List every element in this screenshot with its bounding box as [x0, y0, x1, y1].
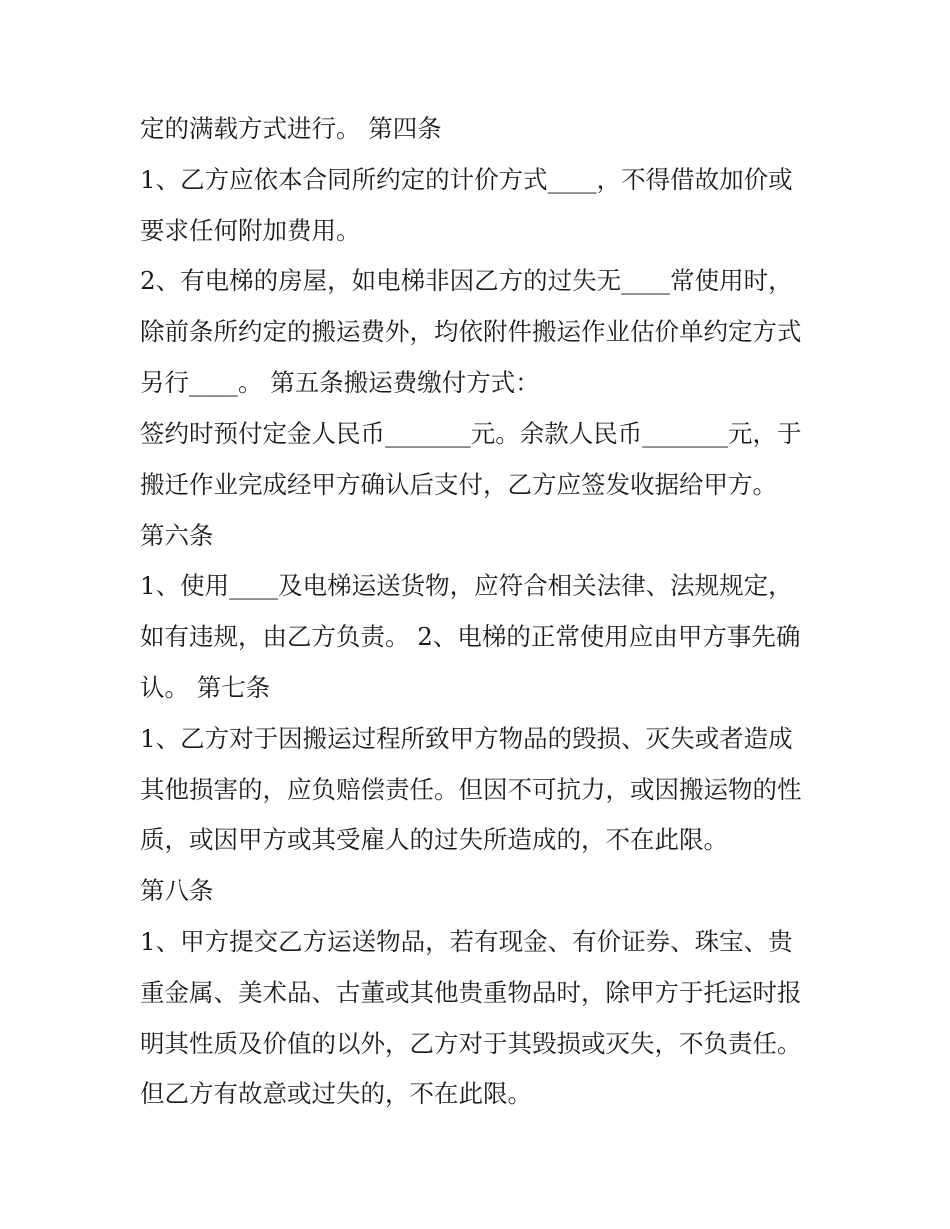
- text-line: 质，或因甲方或其受雇人的过失所造成的，不在此限。: [140, 825, 728, 854]
- text-line: 另行____。 第五条搬运费缴付方式：: [140, 368, 540, 397]
- text-line: 认。 第七条: [140, 673, 271, 702]
- text-line: 定的满载方式进行。 第四条: [140, 114, 442, 143]
- text-line: 2、有电梯的房屋，如电梯非因乙方的过失无____常使用时，: [140, 266, 793, 295]
- text-line: 但乙方有故意或过失的，不在此限。: [140, 1079, 532, 1108]
- text-line: 明其性质及价值的以外，乙方对于其毁损或灭失，不负责任。: [140, 1029, 802, 1058]
- text-line: 要求任何附加费用。: [140, 216, 361, 245]
- text-line: 1、乙方应依本合同所约定的计价方式____，不得借故加价或: [140, 165, 793, 194]
- text-line: 签约时预付定金人民币_______元。余款人民币_______元，于: [140, 419, 802, 448]
- section-heading: 第八条: [140, 876, 214, 905]
- text-line: 如有违规，由乙方负责。 2、电梯的正常使用应由甲方事先确: [140, 622, 801, 651]
- text-line: 1、使用____及电梯运送货物，应符合相关法律、法规规定，: [140, 571, 793, 600]
- text-line: 1、甲方提交乙方运送物品，若有现金、有价证券、珠宝、贵: [140, 927, 793, 956]
- text-line: 1、乙方对于因搬运过程所致甲方物品的毁损、灭失或者造成: [140, 724, 793, 753]
- text-line: 搬迁作业完成经甲方确认后支付，乙方应签发收据给甲方。: [140, 470, 777, 499]
- text-line: 重金属、美术品、古董或其他贵重物品时，除甲方于托运时报: [140, 978, 802, 1007]
- text-line: 除前条所约定的搬运费外，均依附件搬运作业估价单约定方式: [140, 317, 802, 346]
- text-line: 其他损害的，应负赔偿责任。但因不可抗力，或因搬运物的性: [140, 775, 802, 804]
- section-heading: 第六条: [140, 521, 214, 550]
